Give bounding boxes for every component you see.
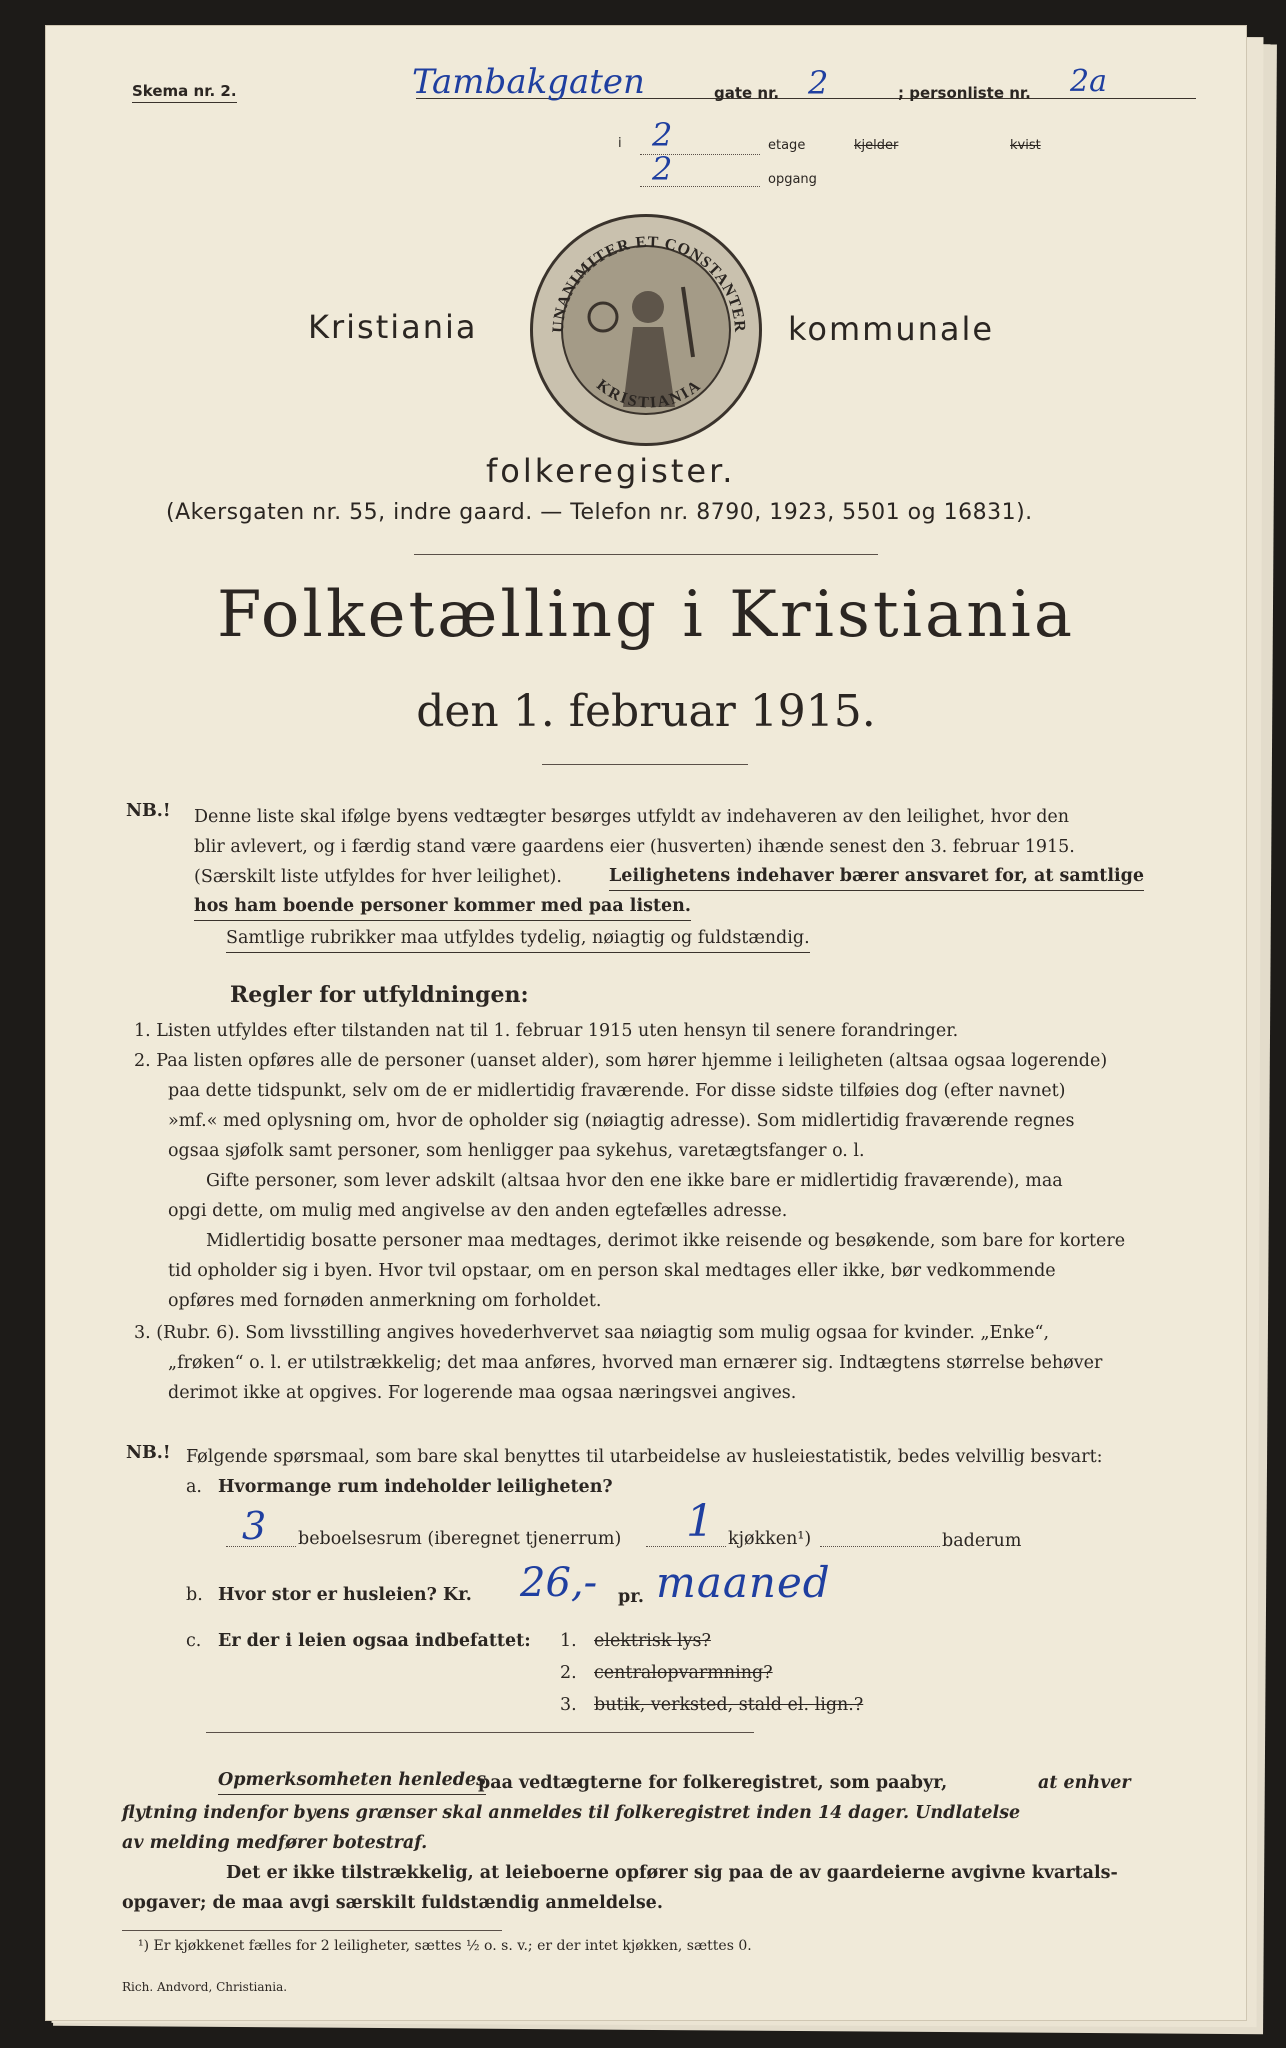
rule-text: 2. Paa listen opføres alle de personer (uanset alder), som hører hjemme i leiligheten (altsaa ogsaa logerende) <box>134 1051 1108 1071</box>
notice-text: at enhver <box>1038 1773 1131 1793</box>
divider <box>206 1732 754 1733</box>
svg-text:UNANIMITER ET CONSTANTER <box>550 234 748 334</box>
nb-label: NB.! <box>126 1443 171 1463</box>
seal-motto: UNANIMITER ET CONSTANTER <box>549 233 749 334</box>
nb-text: (Særskilt liste utfyldes for hver leilighet). <box>194 867 562 887</box>
option-electric-light: elektrisk lys? <box>594 1631 711 1651</box>
rule-text: 1. Listen utfyldes efter tilstanden nat til 1. februar 1915 uten hensyn til senere forandringer. <box>134 1021 959 1041</box>
nb-emphasis: hos ham boende personer kommer med paa listen. <box>194 892 691 921</box>
rule-text: „frøken“ o. l. er utilstrækkelig; det maa anføres, hvorved man ernærer sig. Indtægtens størrelse behøver <box>168 1353 1103 1373</box>
seal-city-name: KRISTIANIA <box>593 376 705 412</box>
rooms-label: beboelsesrum (iberegnet tjenerrum) <box>298 1529 622 1549</box>
per-label: pr. <box>618 1587 644 1607</box>
heading-kommunale: kommunale <box>788 310 995 348</box>
question-c-label: c. <box>186 1631 202 1651</box>
personliste-label: ; personliste nr. <box>898 84 1031 102</box>
rule-text: derimot ikke at opgives. For logerende maa ogsaa næringsvei angives. <box>168 1383 797 1403</box>
etage-handwritten: 2 <box>652 116 673 154</box>
kjelder-label: kjelder <box>854 138 899 153</box>
footnote: ¹) Er kjøkkenet fælles for 2 leiligheter, sættes ½ o. s. v.; er der intet kjøkken, sættes 0. <box>138 1938 752 1954</box>
personliste-handwritten: 2a <box>1070 64 1107 99</box>
period-handwritten: maaned <box>656 1558 831 1607</box>
nb-text: Denne liste skal ifølge byens vedtægter besørges utfyldt av indehaveren av den leilighet, hvor den <box>194 807 1070 827</box>
nb2-intro: Følgende spørsmaal, som bare skal benyttes til utarbeidelse av husleiestatistik, bedes velvillig besvart: <box>186 1447 1103 1467</box>
rule-text: 3. (Rubr. 6). Som livsstilling angives hovederhvervet saa nøiagtig som mulig ogsaa for kvinder. „Enke“, <box>134 1323 1050 1343</box>
question-a: Hvormange rum indeholder leiligheten? <box>218 1477 613 1497</box>
question-b: Hvor stor er husleien? Kr. <box>218 1585 472 1605</box>
nb-text: blir avlevert, og i færdig stand være gaardens eier (husverten) ihænde senest den 3. februar 1915. <box>194 837 1075 857</box>
bath-label: baderum <box>942 1531 1022 1551</box>
main-date: den 1. februar 1915. <box>416 686 876 737</box>
notice-text: Det er ikke tilstrækkelig, at leieboerne opfører sig paa de av gaardeierne avgivne kvartals- <box>226 1863 1118 1883</box>
rule-text: Gifte personer, som lever adskilt (altsaa hvor den ene ikke bare er midlertidig fraværende), maa <box>206 1171 1063 1191</box>
notice-text: av melding medfører botestraf. <box>122 1833 428 1853</box>
option-number: 2. <box>560 1663 577 1683</box>
option-central-heating: centralopvarmning? <box>594 1663 773 1683</box>
bath-line <box>820 1546 940 1547</box>
street-name-handwritten: Tambakgaten <box>412 62 645 102</box>
rules-title: Regler for utfyldningen: <box>230 982 529 1008</box>
option-number: 1. <box>560 1631 577 1651</box>
i-label: i <box>618 136 622 151</box>
question-a-label: a. <box>186 1477 202 1497</box>
rule-text: ogsaa sjøfolk samt personer, som henligger paa sykehus, varetægtsfanger o. l. <box>168 1141 865 1161</box>
rule-text: Midlertidig bosatte personer maa medtages, derimot ikke reisende og besøkende, som bare for kortere <box>206 1231 1126 1251</box>
rule-text: paa dette tidspunkt, selv om de er midlertidig fraværende. For disse sidste tilføies dog (efter navnet) <box>168 1081 1066 1101</box>
svg-text:KRISTIANIA <box>593 376 705 411</box>
opgang-label: opgang <box>768 172 817 187</box>
question-b-label: b. <box>186 1585 203 1605</box>
notice-lead: Opmerksomheten henledes <box>218 1766 486 1795</box>
opgang-handwritten: 2 <box>652 150 673 188</box>
rule-text: tid opholder sig i byen. Hvor tvil opstaar, om en person skal medtages eller ikke, bør vedkommende <box>168 1261 1056 1281</box>
kitchen-label: kjøkken¹) <box>728 1529 812 1549</box>
rooms-handwritten: 3 <box>242 1504 267 1548</box>
rent-handwritten: 26,- <box>520 1560 598 1606</box>
kitchen-handwritten: 1 <box>686 1496 714 1547</box>
question-c: Er der i leien ogsaa indbefattet: <box>218 1631 531 1651</box>
gate-label: gate nr. <box>714 84 780 102</box>
divider <box>542 764 748 765</box>
census-form <box>46 26 1246 2020</box>
notice-text: opgaver; de maa avgi særskilt fuldstændig anmeldelse. <box>122 1893 663 1913</box>
printer-imprint: Rich. Andvord, Christiania. <box>122 1980 288 1994</box>
divider <box>122 1930 502 1931</box>
rule-text: opgi dette, om mulig med angivelse av den anden egtefælles adresse. <box>168 1201 788 1221</box>
option-number: 3. <box>560 1695 577 1715</box>
schema-number: Skema nr. 2. <box>132 82 237 103</box>
main-title: Folketælling i Kristiania <box>216 578 1076 652</box>
nb-label: NB.! <box>126 801 171 821</box>
rule-text: »mf.« med oplysning om, hvor de opholder sig (nøiagtig adresse). Som midlertidig fraværende regnes <box>168 1111 1075 1131</box>
notice-text: paa vedtægterne for folkeregistret, som paabyr, <box>478 1773 948 1793</box>
option-shop-workshop: butik, verksted, stald el. lign.? <box>594 1695 864 1715</box>
nb-emphasis: Samtlige rubrikker maa utfyldes tydelig, nøiagtig og fuldstændig. <box>226 924 810 953</box>
divider <box>414 554 878 555</box>
gate-number-handwritten: 2 <box>808 64 829 102</box>
rule-text: opføres med fornøden anmerkning om forholdet. <box>168 1291 602 1311</box>
heading-folkeregister: folkeregister. <box>486 452 736 490</box>
etage-label: etage <box>768 138 806 153</box>
heading-address: (Akersgaten nr. 55, indre gaard. — Telefon nr. 8790, 1923, 5501 og 16831). <box>166 500 1033 525</box>
city-seal <box>530 214 762 446</box>
kvist-label: kvist <box>1010 138 1041 153</box>
heading-kristiania: Kristiania <box>308 308 478 346</box>
nb-emphasis: Leilighetens indehaver bærer ansvaret for, at samtlige <box>609 862 1144 891</box>
notice-text: flytning indenfor byens grænser skal anmeldes til folkeregistret inden 14 dager. Undlatelse <box>122 1803 1021 1823</box>
